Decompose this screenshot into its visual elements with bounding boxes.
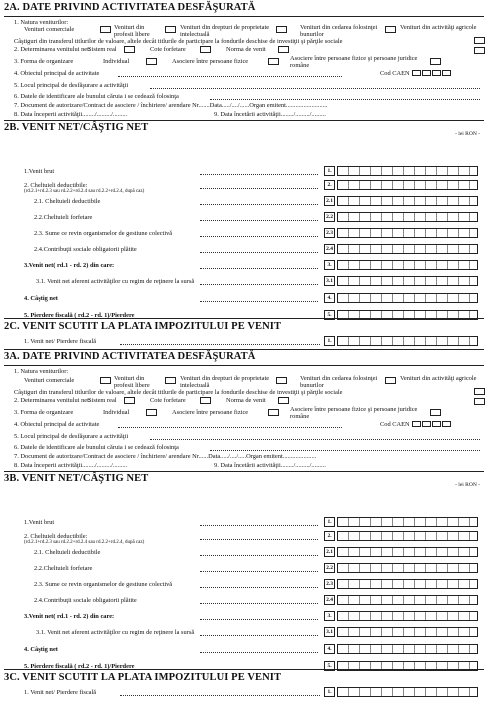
row-number: 2.3 [324,228,335,238]
determinarea-label: 2. Determinarea venitului net: [14,397,91,404]
row-label: 3.1. Venit net aferent activităţilor cu regim de reţinere la sursă [36,629,195,636]
row-number: 2. [324,180,335,190]
norma-label: Norma de venit [226,397,266,404]
opt-agricole: Venituri din activităţi agricole [400,375,477,382]
amount-input[interactable] [337,166,478,176]
opt-drepturi: Venituri din drepturi de proprietate intelectuală [180,375,270,389]
row-leader [200,204,318,205]
checkbox-asociere1[interactable] [268,409,279,416]
opt-profesii: Venituri din profesii libere [114,375,150,389]
row-number: 1. [324,517,335,527]
row-number: 1. [324,687,335,697]
row-label: 2.1. Cheltuieli deductibile [34,549,101,556]
checkbox-drepturi[interactable] [276,26,287,33]
locul-label: 5. Locul principal de desfăşurare a activităţii [14,82,129,89]
row-label: 2.4.Contribuţii sociale obligatorii plătite [34,597,137,604]
checkbox-asociere1[interactable] [268,58,279,65]
opt-comerciale: Venituri comerciale [24,26,75,33]
section-divider [4,120,484,121]
row-leader [200,571,318,572]
natura-label: 1. Natura veniturilor: [14,368,69,375]
row-number: 2.4 [324,244,335,254]
row-label: 2.3. Sume ce revin organismelor de gestiune colectivă [34,581,173,588]
individual-label: Individual [103,58,130,65]
section-2a-title: 2A. DATE PRIVIND ACTIVITATEA DESFĂŞURATĂ [4,2,256,13]
row-leader [200,555,318,556]
row-leader [200,268,318,269]
asociere1-label: Asociere între persoane fizice [172,409,249,416]
checkbox-cedare[interactable] [385,377,396,384]
obiectul-line[interactable] [118,427,342,428]
amount-input[interactable] [337,276,478,286]
checkbox-profesii[interactable] [165,26,176,33]
checkbox-cote[interactable] [200,46,211,53]
document-label: 7. Document de autorizare/Contract de asociere / închiriere/ arendare Nr.......Data...../..../......Organ emitent.......................... [14,102,328,109]
checkbox-cote[interactable] [200,397,211,404]
row-label: 2.3. Sume ce revin organismelor de gestiune colectivă [34,230,173,237]
amount-input[interactable] [337,627,478,637]
row-number: 2.2 [324,563,335,573]
checkbox-profesii[interactable] [165,377,176,384]
section-divider [4,16,484,17]
document-label: 7. Document de autorizare/Contract de asociere / închiriere/ arendare Nr......Data...../..../.....Organ emitent..................... [14,453,317,460]
checkbox-sistem-real[interactable] [124,397,135,404]
venit-scutit-line [120,695,320,696]
row-label: 4. Câştig net [24,646,58,653]
checkbox-norma[interactable] [278,46,289,53]
section-divider [4,669,484,670]
row-number: 4. [324,293,335,303]
row-label: 3.1. Venit net aferent activităţilor cu regim de reţinere la sursă [36,278,195,285]
section-3b-title: 3B. VENIT NET/CÂŞTIG NET [4,473,149,484]
row-label: 1.Venit brut [24,519,55,526]
caen-box-1[interactable] [412,70,421,76]
caen-box-4[interactable] [442,70,451,76]
sistem-real-label: Sistem real [88,46,117,53]
amount-input[interactable] [337,611,478,621]
venit-scutit-input[interactable] [337,687,478,697]
amount-input[interactable] [337,563,478,573]
caen-box-2[interactable] [422,421,431,427]
amount-input[interactable] [337,260,478,270]
datele-label: 6. Datele de identificare ale bunului căruia i se cedează folosinţa [14,93,179,100]
venit-scutit-line [120,344,320,345]
determinarea-label: 2. Determinarea venitului net: [14,46,91,53]
opt-drepturi: Venituri din drepturi de proprietate intelectuală [180,24,270,38]
row-leader [200,603,318,604]
row-leader [200,301,318,302]
venit-scutit-label: 1. Venit net/ Pierdere fiscală [24,338,97,345]
row-label: 5. Pierdere fiscală ( rd.2 - rd. 1)/Pierdere [24,663,135,670]
checkbox-agricole[interactable] [474,388,485,395]
checkbox-individual[interactable] [146,409,157,416]
caen-box-1[interactable] [412,421,421,427]
inceput-label: 8. Data începerii activităţii......../........./......... [14,462,128,469]
row-number: 2.4 [324,595,335,605]
obiectul-label: 4. Obiectul principal de activitate [14,70,100,77]
row-number: 3.1 [324,276,335,286]
row-leader [200,587,318,588]
row-label: 2. Cheltuieli deductibile: [24,182,88,189]
row-number: 5. [324,661,335,671]
venit-scutit-label: 1. Venit net/ Pierdere fiscală [24,689,97,696]
checkbox-asociere2[interactable] [430,409,441,416]
row-number: 2.1 [324,547,335,557]
datele-line[interactable] [210,450,480,451]
locul-line[interactable] [150,439,480,440]
row-leader [200,236,318,237]
row-number: 3. [324,611,335,621]
row-label: 3.Venit net( rd.1 - rd. 2) din care: [24,613,115,620]
row-number: 2.2 [324,212,335,222]
cote-label: Cote forfetare [150,397,186,404]
asociere1-label: Asociere între persoane fizice [172,58,249,65]
section-2b-title: 2B. VENIT NET/CÂŞTIG NET [4,122,149,133]
row-number: 2. [324,531,335,541]
row-label: 2. Cheltuieli deductibile: [24,533,88,540]
obiectul-label: 4. Obiectul principal de activitate [14,421,100,428]
row-leader [200,652,318,653]
caen-box-4[interactable] [442,421,451,427]
caen-box-3[interactable] [432,70,441,76]
opt-comerciale: Venituri comerciale [24,377,75,384]
castiguri-label: Câştiguri din transferul titlurilor de valoare, altele decât titlurile de participare la fondurile deschise de investiţii şi părţile sociale [14,389,343,396]
opt-agricole: Venituri din activităţi agricole [400,24,477,31]
row-leader [200,188,318,189]
row-sublabel: (rd.2.1+rd.2.3 sau rd.2.2+rd.2.4 sau rd.2.2+rd.2.4, după caz) [24,540,145,545]
caen-label: Cod CAEN [380,70,410,77]
row-number: 1. [324,336,335,346]
section-3c-title: 3C. VENIT SCUTIT LA PLATA IMPOZITULUI PE VENIT [4,672,282,683]
obiectul-line[interactable] [118,76,342,77]
amount-input[interactable] [337,579,478,589]
row-sublabel: (rd.2.1+rd.2.3 sau rd.2.2+rd.2.4 sau rd.2.2+rd.2.4, după caz) [24,189,145,194]
row-label: 3.Venit net( rd.1 - rd. 2) din care: [24,262,115,269]
row-number: 3.1 [324,627,335,637]
row-label: 2.4.Contribuţii sociale obligatorii plătite [34,246,137,253]
row-number: 4. [324,644,335,654]
asociere2-label: Asociere între persoane fizice şi persoane juridice române [290,406,418,420]
inceput-label: 8. Data începerii activităţii......../........./......... [14,111,128,118]
section-divider [4,471,484,472]
row-leader [200,284,318,285]
amount-input[interactable] [337,180,478,190]
checkbox-agricole[interactable] [474,37,485,44]
section-2c-title: 2C. VENIT SCUTIT LA PLATA IMPOZITULUI PE VENIT [4,321,282,332]
row-leader [200,635,318,636]
section-divider [4,349,484,350]
row-leader [200,220,318,221]
checkbox-norma[interactable] [278,397,289,404]
row-leader [200,252,318,253]
unit-label: - lei RON - [455,482,480,488]
row-label: 2.2.Cheltuieli forfetare [34,565,93,572]
row-leader [200,174,318,175]
sistem-real-label: Sistem real [88,397,117,404]
row-leader [200,525,318,526]
incetare-label: 9. Data încetării activităţii......../........./......... [214,462,326,469]
checkbox-drepturi[interactable] [276,377,287,384]
cote-label: Cote forfetare [150,46,186,53]
amount-input[interactable] [337,531,478,541]
opt-cedare: Venituri din cedarea folosinţei bunurilor [300,24,378,38]
datele-line[interactable] [210,99,480,100]
amount-input[interactable] [337,228,478,238]
datele-label: 6. Datele de identificare ale bunului căruia i se cedează folosinţa [14,444,179,451]
row-number: 1. [324,166,335,176]
individual-label: Individual [103,409,130,416]
row-number: 2.3 [324,579,335,589]
amount-input[interactable] [337,293,478,303]
amount-input[interactable] [337,517,478,527]
row-number: 5. [324,310,335,320]
amount-input[interactable] [337,244,478,254]
caen-box-2[interactable] [422,70,431,76]
row-number: 2.1 [324,196,335,206]
checkbox-castiguri[interactable] [474,47,485,54]
caen-label: Cod CAEN [380,421,410,428]
row-label: 1.Venit brut [24,168,55,175]
amount-input[interactable] [337,595,478,605]
castiguri-label: Câştiguri din transferul titlurilor de valoare, altele decât titlurile de participare la fondurile deschise de investiţii şi părţile sociale [14,38,343,45]
row-leader [200,539,318,540]
row-leader [200,619,318,620]
opt-cedare: Venituri din cedarea folosinţei bunurilor [300,375,378,389]
checkbox-individual[interactable] [146,58,157,65]
row-label: 2.1. Cheltuieli deductibile [34,198,101,205]
locul-label: 5. Locul principal de desfăşurare a activităţii [14,433,129,440]
section-divider [4,318,484,319]
amount-input[interactable] [337,547,478,557]
row-label: 5. Pierdere fiscală ( rd.2 - rd. 1)/Pierdere [24,312,135,319]
opt-profesii: Venituri din profesii libere [114,24,150,38]
section-divider [4,365,484,366]
amount-input[interactable] [337,644,478,654]
forma-label: 3. Forma de organizare [14,58,74,65]
checkbox-comerciale[interactable] [100,26,111,33]
checkbox-cedare[interactable] [385,26,396,33]
venit-scutit-input[interactable] [337,336,478,346]
amount-input[interactable] [337,196,478,206]
amount-input[interactable] [337,212,478,222]
checkbox-castiguri[interactable] [474,398,485,405]
natura-label: 1. Natura veniturilor: [14,19,69,26]
caen-box-3[interactable] [432,421,441,427]
norma-label: Norma de venit [226,46,266,53]
checkbox-comerciale[interactable] [100,377,111,384]
row-label: 4. Câştig net [24,295,58,302]
checkbox-sistem-real[interactable] [124,46,135,53]
row-number: 3. [324,260,335,270]
row-label: 2.2.Cheltuieli forfetare [34,214,93,221]
checkbox-asociere2[interactable] [430,58,441,65]
section-3a-title: 3A. DATE PRIVIND ACTIVITATEA DESFĂŞURATĂ [4,351,256,362]
locul-line[interactable] [150,88,480,89]
forma-label: 3. Forma de organizare [14,409,74,416]
asociere2-label: Asociere între persoane fizice şi persoane juridice române [290,55,418,69]
incetare-label: 9. Data încetării activităţii......../........./......... [214,111,326,118]
unit-label: - lei RON - [455,131,480,137]
